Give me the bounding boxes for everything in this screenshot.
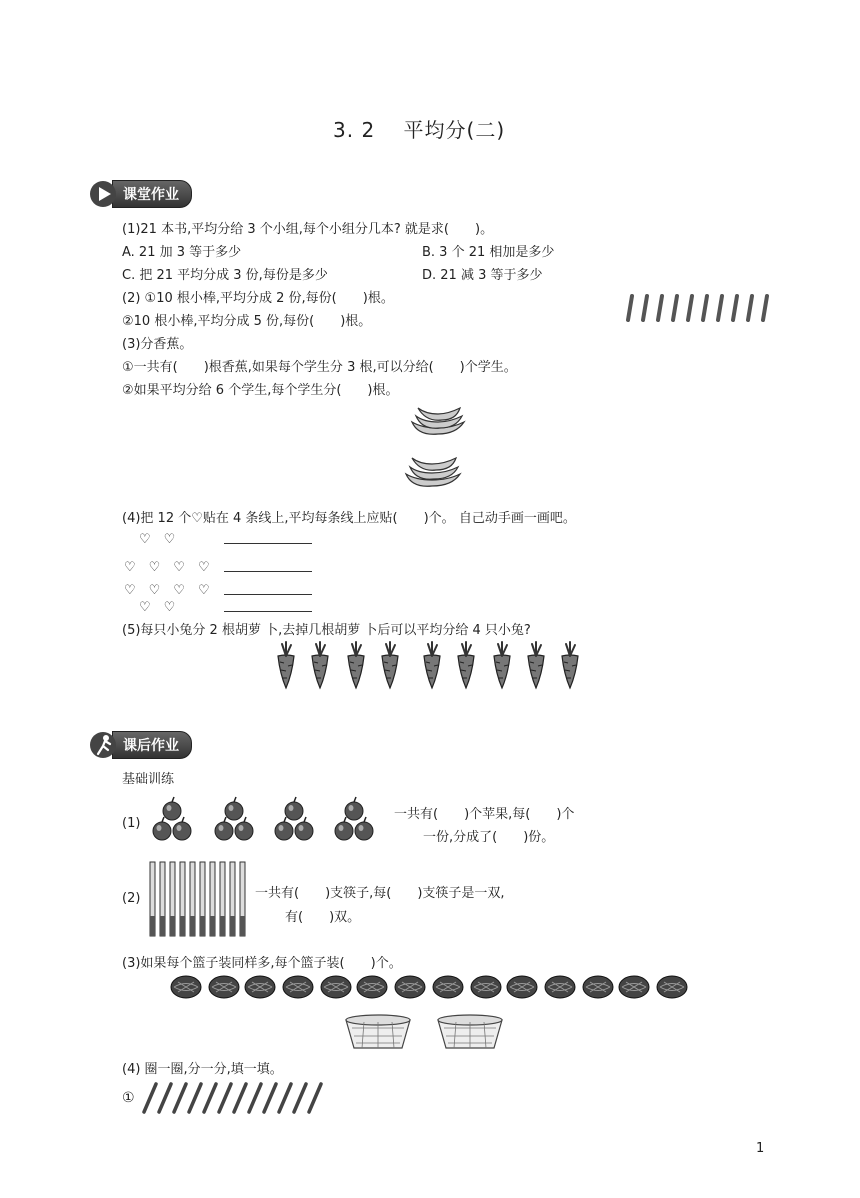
section-badge-classwork (90, 181, 192, 207)
hw-q1-line2: 一份,分成了( )份。 (423, 830, 555, 845)
banana-icon (402, 450, 464, 492)
page-number: 1 (756, 1141, 765, 1156)
watermelon-icon (170, 974, 690, 1002)
sticks-icon (622, 292, 772, 324)
section-badge-label: 课后作业 (112, 731, 192, 759)
basket-icon (342, 1012, 414, 1052)
sticks-icon (140, 1080, 340, 1116)
hw-q4-item1-label: ① (122, 1090, 135, 1106)
hw-q2-line2: 有( )双。 (285, 910, 361, 925)
hw-q1-line1: 一共有( )个苹果,每( )个 (394, 807, 575, 822)
hearts-row-1: ♡ ♡ (139, 532, 176, 547)
answer-line-1[interactable] (224, 543, 312, 544)
basket-icon (434, 1012, 506, 1052)
sticks-ten-image (622, 292, 772, 324)
hw-q2-line1: 一共有( )支筷子,每( )支筷子是一双, (255, 886, 505, 901)
watermelons-row (170, 974, 690, 1002)
subtitle-basic-training: 基础训练 (122, 772, 175, 787)
sticks-twelve-image (140, 1080, 340, 1116)
q1-option-a: A. 21 加 3 等于多少 (122, 245, 242, 260)
hearts-row-3: ♡ ♡ ♡ ♡ (124, 583, 210, 598)
basket-left (342, 1012, 414, 1052)
play-icon (90, 181, 116, 207)
q1-stem: (1)21 本书,平均分给 3 个小组,每个小组分几本? 就是求( )。 (122, 222, 494, 237)
carrots-row (272, 642, 592, 690)
answer-line-2[interactable] (224, 571, 312, 572)
banana-bunch-bottom (402, 450, 464, 492)
section-badge-label: 课堂作业 (112, 180, 192, 208)
section-badge-homework (90, 732, 192, 758)
basket-right (434, 1012, 506, 1052)
hw-q1-label: (1) (122, 816, 141, 831)
answer-line-3[interactable] (224, 594, 312, 595)
q2-line1: (2) ①10 根小棒,平均分成 2 份,每份( )根。 (122, 291, 394, 306)
carrot-icon (272, 642, 592, 690)
chopsticks-image (148, 860, 252, 940)
hw-q3-stem: (3)如果每个篮子装同样多,每个篮子装( )个。 (122, 956, 402, 971)
q1-option-c: C. 把 21 平均分成 3 份,每份是多少 (122, 268, 328, 283)
banana-icon (408, 400, 468, 440)
hw-q4-stem: (4) 圈一圈,分一分,填一填。 (122, 1062, 283, 1077)
q3-line2: ①一共有( )根香蕉,如果每个学生分 3 根,可以分给( )个学生。 (122, 360, 517, 375)
q3-line1: (3)分香蕉。 (122, 337, 193, 352)
hw-q2-label: (2) (122, 891, 141, 906)
page-title: 3. 2 平均分(二) (333, 118, 506, 142)
runner-icon (90, 732, 116, 758)
answer-line-4[interactable] (224, 611, 312, 612)
q4-stem: (4)把 12 个♡贴在 4 条线上,平均每条线上应贴( )个。 自己动手画一画吧。 (122, 511, 576, 526)
q5-stem: (5)每只小兔分 2 根胡萝 卜,去掉几根胡萝 卜后可以平均分给 4 只小兔? (122, 623, 531, 638)
q1-option-d: D. 21 减 3 等于多少 (422, 268, 543, 283)
chopsticks-icon (148, 860, 252, 940)
q1-option-b: B. 3 个 21 相加是多少 (422, 245, 555, 260)
q3-line3: ②如果平均分给 6 个学生,每个学生分( )根。 (122, 383, 399, 398)
hearts-row-4: ♡ ♡ (139, 600, 176, 615)
q2-line2: ②10 根小棒,平均分成 5 份,每份( )根。 (122, 314, 372, 329)
banana-bunch-top (408, 400, 468, 440)
hearts-row-2: ♡ ♡ ♡ ♡ (124, 560, 210, 575)
apple-icon (150, 795, 380, 845)
apples-image (150, 795, 380, 845)
